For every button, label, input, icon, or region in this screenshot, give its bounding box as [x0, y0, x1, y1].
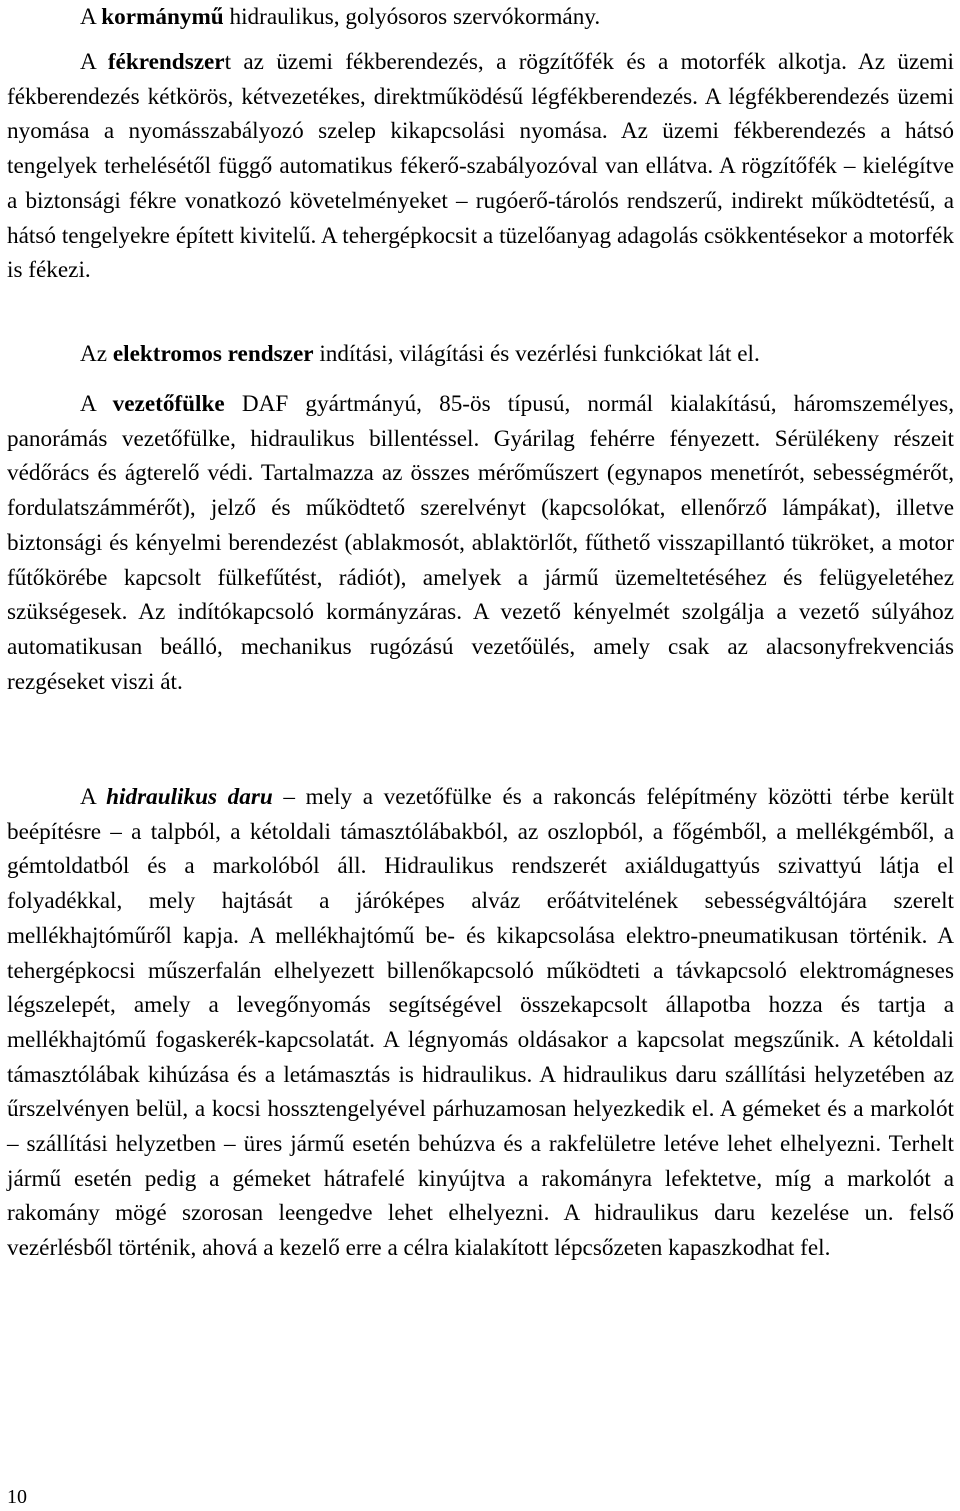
emphasized-term: fékrendszer: [107, 49, 225, 75]
paragraph-text: A: [80, 784, 107, 810]
paragraph-hydraulic-crane: [7, 780, 954, 1266]
paragraph-brake-system: [7, 45, 954, 288]
paragraph-text: Az: [80, 341, 113, 367]
paragraph-text: A: [80, 4, 102, 30]
paragraph-steering: [7, 0, 954, 35]
paragraph-drivers-cab: [7, 387, 954, 699]
paragraph-text: DAF gyártmányú, 85-ös típusú, normál kialakítású, háromszemélyes, panorámás vezetőfülke, hidraulikus billentéssel. Gyárilag fehérre fényezett. Sérülékeny részeit védőrács és ágterelő védi. Tartalmazza az összes mérőműszert (egynapos menetírót, sebességmérőt, fordulatszámmérőt), jelző és működtető szerelvényt (kapcsolókat, ellenőrző lámpákat), illetve biztonsági és kényelmi berendezést (ablakmosót, ablaktörlőt, fűthető visszapillantó tükröket, a motor fűtőkörébe kapcsolt fülkefűtést, rádiót), amelyek a jármű üzemeltetéséhez és felügyeletéhez szükségesek. Az indítókapcsoló kormányzáras. A vezető kényelmét szolgálja a vezető súlyához automatikusan beálló, mechanikus rugózású vezetőülés, amely csak az alacsonyfrekvenciás rezgéseket viszi át.: [7, 391, 955, 695]
paragraph-text: t az üzemi fékberendezés, a rögzítőfék és a motorfék alkotja. Az üzemi fékberendezés kétkörös, kétvezetékes, direktműködésű légfékberendezés. A légfékberendezés üzemi nyomása a nyomásszabályozó szelep kikapcsolási nyomása. Az üzemi fékberendezés a hátsó tengelyek terhelésétől függő automatikus fékerő-szabályozóval van ellátva. A rögzítőfék – kielégítve a biztonsági fékre vonatkozó követelményeket – rugóerő-tárolós rendszerű, indirekt működtetésű, a hátsó tengelyekre épített kivitelű. A tehergépkocsit a tüzelőanyag adagolás csökkentésekor a motorfék is fékezi.: [7, 49, 955, 284]
page-number: 10: [7, 1486, 27, 1508]
emphasized-term: elektromos rendszer: [112, 341, 314, 367]
paragraph-text: A: [80, 49, 108, 75]
paragraph-text: indítási, világítási és vezérlési funkciókat lát el.: [313, 341, 760, 367]
paragraph-electrical: [7, 337, 954, 372]
emphasized-term: vezetőfülke: [112, 391, 225, 417]
paragraph-text: A: [80, 391, 113, 417]
emphasized-term: kormánymű: [101, 4, 224, 30]
paragraph-text: hidraulikus, golyósoros szervókormány.: [223, 4, 601, 30]
emphasized-term: hidraulikus daru: [106, 784, 273, 810]
paragraph-text: – mely a vezetőfülke és a rakoncás felépítmény közötti térbe került beépítésre – a talpból, a kétoldali támasztólábakból, az oszlopból, a főgémből, a mellékgémből, a gémtoldatból és a markolóból áll. Hidraulikus rendszerét axiáldugattyús szivattyú látja el folyadékkal, mely hajtását a járóképes alváz erőátvitelének sebességváltójára szerelt mellékhajtóműről kapja. A mellékhajtómű be- és kikapcsolása elektro-pneumatikusan történik. A tehergépkocsi műszerfalán elhelyezett billenőkapcsoló működteti a távkapcsoló elektromágneses légszelepét, amely a levegőnyomás segítségével összekapcsolt állapotba hozza és tartja a mellékhajtómű fogaskerék-kapcsolatát. A légnyomás oldásakor a kapcsolat megszűnik. A kétoldali támasztólábak kihúzása és a letámasztás is hidraulikus. A hidraulikus daru szállítási helyzetében az űrszelvényen belül, a kocsi hossztengelyével párhuzamosan helyezkedik el. A gémeket és a markolót – szállítási helyzetben – üres jármű esetén behúzva és a rakfelületre letéve lehet elhelyezni. Terhelt jármű esetén pedig a gémeket hátrafelé kinyújtva a rakományra lefektetve, míg a markolót a rakomány mögé szorosan leengedve lehet elhelyezni. A hidraulikus daru kezelése un. felső vezérlésből történik, ahová a kezelő erre a célra kialakított lépcsőzeten kapaszkodhat fel.: [7, 784, 955, 1262]
